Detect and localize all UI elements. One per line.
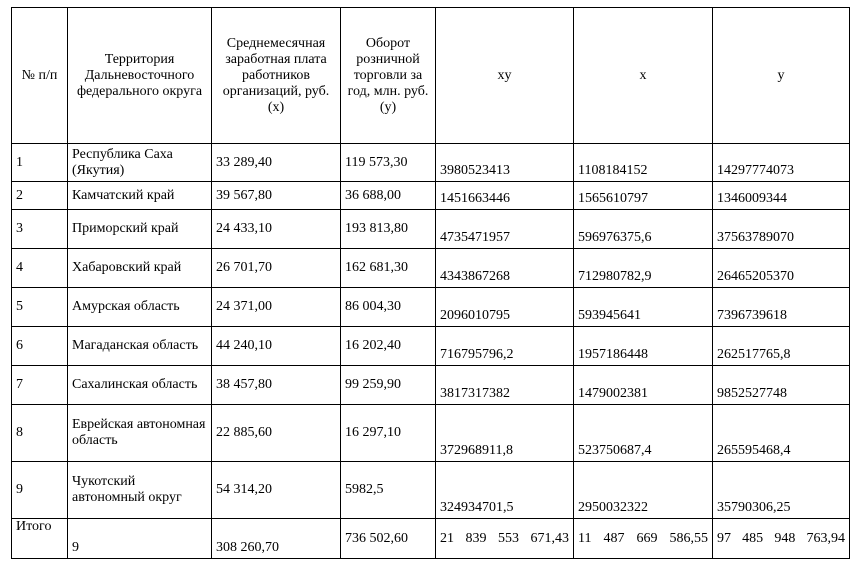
header-turnover: Оборот розничной торговли за год, млн. руб. (у) (341, 8, 436, 144)
cell-num: 6 (12, 327, 68, 366)
cell-territory: Амурская область (68, 288, 212, 327)
cell-xy: 2096010795 (436, 288, 574, 327)
table-row (12, 182, 850, 210)
cell-salary: 54 314,20 (212, 462, 341, 519)
total-territory: 9 (68, 519, 212, 559)
cell-xy: 3980523413 (436, 144, 574, 182)
header-salary: Среднемесячная заработная плата работников организаций, руб. (х) (212, 8, 341, 144)
cell-salary: 44 240,10 (212, 327, 341, 366)
cell-x: 2950032322 (574, 462, 713, 519)
cell-salary: 24 371,00 (212, 288, 341, 327)
cell-y: 262517765,8 (713, 327, 850, 366)
cell-territory: Магаданская область (68, 327, 212, 366)
table-row (12, 249, 850, 288)
cell-salary: 39 567,80 (212, 182, 341, 210)
cell-x: 1479002381 (574, 366, 713, 405)
cell-num: 7 (12, 366, 68, 405)
total-x: 11 487 669 586,55 (574, 519, 713, 559)
cell-turnover: 16 297,10 (341, 405, 436, 462)
cell-territory: Еврейская автономная область (68, 405, 212, 462)
cell-y: 35790306,25 (713, 462, 850, 519)
cell-y: 265595468,4 (713, 405, 850, 462)
cell-num: 1 (12, 144, 68, 182)
cell-y: 7396739618 (713, 288, 850, 327)
cell-territory: Камчатский край (68, 182, 212, 210)
cell-num: 5 (12, 288, 68, 327)
header-row (12, 8, 850, 144)
cell-y: 37563789070 (713, 210, 850, 249)
cell-salary: 33 289,40 (212, 144, 341, 182)
header-y: y (713, 8, 850, 144)
table-row (12, 327, 850, 366)
cell-x: 593945641 (574, 288, 713, 327)
cell-turnover: 162 681,30 (341, 249, 436, 288)
table-row (12, 210, 850, 249)
cell-x: 523750687,4 (574, 405, 713, 462)
table-row (12, 288, 850, 327)
total-turnover: 736 502,60 (341, 519, 436, 559)
cell-territory: Хабаровский край (68, 249, 212, 288)
table-row (12, 462, 850, 519)
total-label: Итого (12, 519, 68, 559)
cell-territory: Республика Саха (Якутия) (68, 144, 212, 182)
cell-turnover: 36 688,00 (341, 182, 436, 210)
cell-x: 1565610797 (574, 182, 713, 210)
cell-salary: 26 701,70 (212, 249, 341, 288)
cell-salary: 38 457,80 (212, 366, 341, 405)
cell-x: 1957186448 (574, 327, 713, 366)
cell-num: 2 (12, 182, 68, 210)
cell-y: 26465205370 (713, 249, 850, 288)
cell-xy: 716795796,2 (436, 327, 574, 366)
cell-territory: Приморский край (68, 210, 212, 249)
cell-y: 14297774073 (713, 144, 850, 182)
header-xy: xy (436, 8, 574, 144)
cell-num: 8 (12, 405, 68, 462)
header-territory: Территория Дальневосточного федерального округа (68, 8, 212, 144)
cell-salary: 24 433,10 (212, 210, 341, 249)
total-y: 97 485 948 763,94 (713, 519, 850, 559)
cell-num: 4 (12, 249, 68, 288)
cell-num: 9 (12, 462, 68, 519)
table-row (12, 144, 850, 182)
table-row (12, 405, 850, 462)
cell-x: 712980782,9 (574, 249, 713, 288)
cell-xy: 4343867268 (436, 249, 574, 288)
cell-xy: 372968911,8 (436, 405, 574, 462)
cell-y: 9852527748 (713, 366, 850, 405)
cell-num: 3 (12, 210, 68, 249)
cell-xy: 1451663446 (436, 182, 574, 210)
cell-salary: 22 885,60 (212, 405, 341, 462)
cell-turnover: 86 004,30 (341, 288, 436, 327)
header-x: x (574, 8, 713, 144)
cell-x: 596976375,6 (574, 210, 713, 249)
table-row (12, 366, 850, 405)
cell-xy: 3817317382 (436, 366, 574, 405)
cell-turnover: 5982,5 (341, 462, 436, 519)
cell-x: 1108184152 (574, 144, 713, 182)
cell-turnover: 119 573,30 (341, 144, 436, 182)
cell-y: 1346009344 (713, 182, 850, 210)
cell-xy: 324934701,5 (436, 462, 574, 519)
cell-territory: Сахалинская область (68, 366, 212, 405)
cell-turnover: 16 202,40 (341, 327, 436, 366)
total-row (12, 519, 850, 559)
header-num: № п/п (12, 8, 68, 144)
cell-xy: 4735471957 (436, 210, 574, 249)
cell-turnover: 193 813,80 (341, 210, 436, 249)
cell-turnover: 99 259,90 (341, 366, 436, 405)
cell-territory: Чукотский автономный округ (68, 462, 212, 519)
total-salary: 308 260,70 (212, 519, 341, 559)
data-table (11, 7, 850, 559)
total-xy: 21 839 553 671,43 (436, 519, 574, 559)
